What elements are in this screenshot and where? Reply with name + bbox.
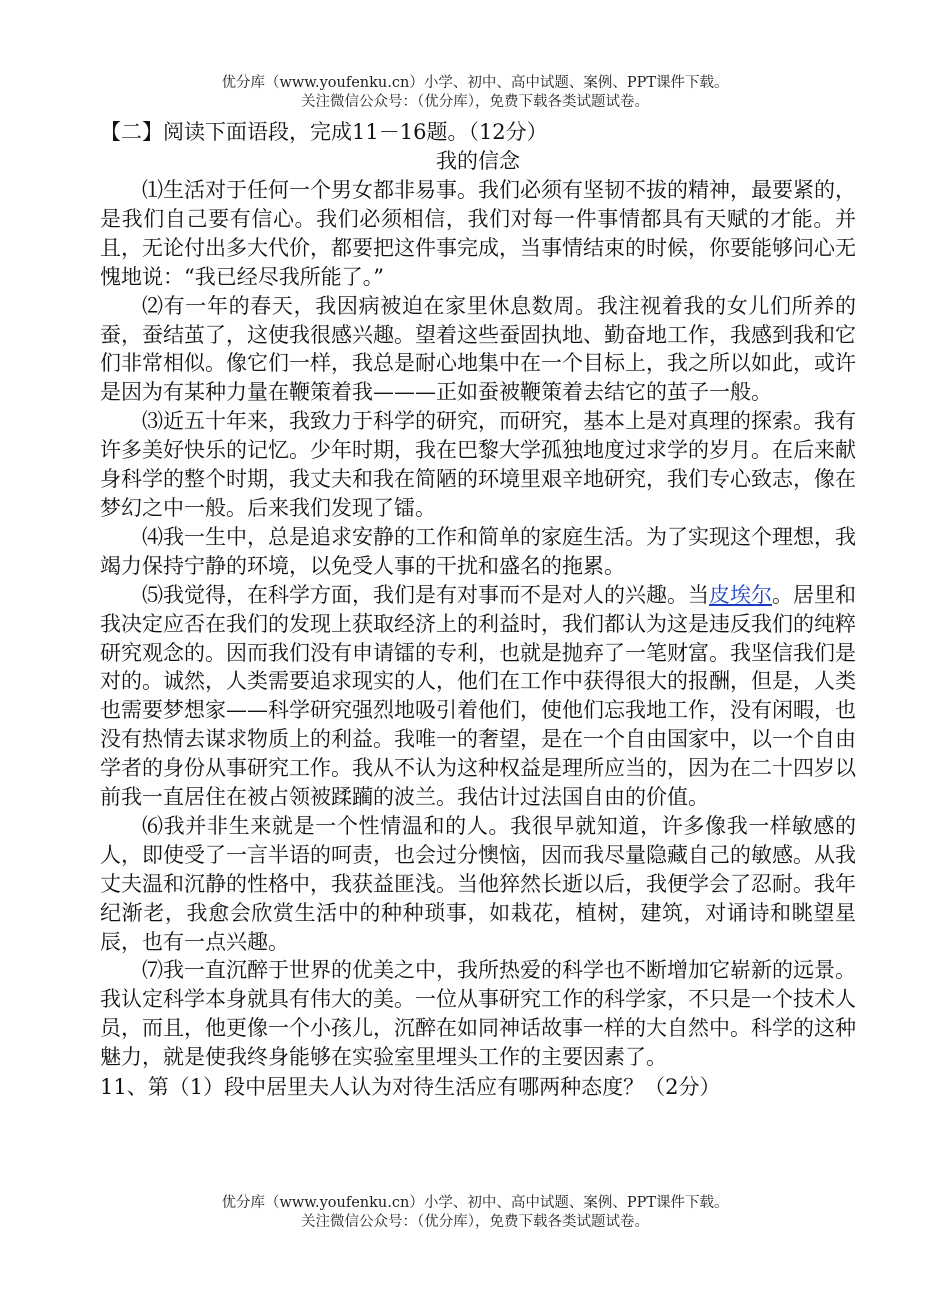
- paragraph-7: ⑺我一直沉醉于世界的优美之中，我所热爱的科学也不断增加它崭新的远景。我认定科学本身就具有伟大的美。一位从事研究工作的科学家，不只是一个技术人员，而且，他更像一个小孩儿，沉醉在如同神话故事一样的大自然中。科学的这种魅力，就是使我终身能够在实验室里埋头工作的主要因素了。: [100, 958, 856, 1070]
- footer-line-2: 关注微信公众号：（优分库），免费下载各类试题试卷。: [301, 1214, 649, 1230]
- header-line-2: 关注微信公众号：（优分库），免费下载各类试题试卷。: [301, 94, 649, 110]
- pierre-link[interactable]: 皮埃尔: [709, 582, 772, 607]
- paragraph-5: [100, 581, 856, 812]
- question-11: 11、第（1）段中居里夫人认为对待生活应有哪两种态度？（2分）: [100, 1075, 721, 1100]
- header-line-1: 优分库（www.youfenku.cn）小学、初中、高中试题、案例、PPT课件下载。: [221, 75, 729, 91]
- paragraph-3: ⑶近五十年来，我致力于科学的研究，而研究，基本上是对真理的探索。我有许多美好快乐的记忆。少年时期，我在巴黎大学孤独地度过求学的岁月。在后来献身科学的整个时期，我丈夫和我在简陋的环境里艰辛地研究，我们专心致志，像在梦幻之中一般。后来我们发现了镭。: [100, 409, 856, 520]
- paragraph-2: ⑵有一年的春天，我因病被迫在家里休息数周。我注视着我的女儿们所养的蚕，蚕结茧了，这使我很感兴趣。望着这些蚕固执地、勤奋地工作，我感到我和它们非常相似。像它们一样，我总是耐心地集中在一个目标上，我之所以如此，或许是因为有某种力量在鞭策着我———正如蚕被鞭策着去结它的茧子一般。: [100, 293, 856, 405]
- footer-line-1: 优分库（www.youfenku.cn）小学、初中、高中试题、案例、PPT课件下载。: [221, 1195, 729, 1211]
- document-body: [100, 118, 856, 1102]
- article-title: 我的信念: [436, 149, 520, 173]
- paragraph-1: ⑴生活对于任何一个男女都非易事。我们必须有坚韧不拔的精神，最要紧的，是我们自己要有信心。我们必须相信，我们对每一件事情都具有天赋的才能。并且，无论付出多大代价，都要把这件事完成，当事情结束的时候，你要能够问心无愧地说：“我已经尽我所能了。”: [100, 178, 856, 289]
- page-footer: [0, 1194, 950, 1232]
- page-header: [0, 74, 950, 112]
- paragraph-5-rest: 。居里和我决定应否在我们的发现上获取经济上的利益时，我们都认为这是违反我们的纯粹研究观念的。因而我们没有申请镭的专利，也就是抛弃了一笔财富。我坚信我们是对的。诚然，人类需要追求现实的人，他们在工作中获得很大的报酬，但是，人类也需要梦想家——科学研究强烈地吸引着他们，使他们忘我地工作，没有闲暇，也没有热情去谋求物质上的利益。我唯一的奢望，是在一个自由国家中，以一个自由学者的身份从事研究工作。我从不认为这种权益是理所应当的，因为在二十四岁以前我一直居住在被占领被蹂躏的波兰。我估计过法国自由的价值。: [100, 582, 856, 810]
- section-title: 【二】阅读下面语段，完成11－16题。（12分）: [100, 120, 548, 144]
- paragraph-5-start: ⑸我觉得，在科学方面，我们是有对事而不是对人的兴趣。当: [142, 582, 709, 607]
- paragraph-6: ⑹我并非生来就是一个性情温和的人。我很早就知道，许多像我一样敏感的人，即使受了一言半语的呵责，也会过分懊恼，因而我尽量隐藏自己的敏感。从我丈夫温和沉静的性格中，我获益匪浅。当他猝然长逝以后，我便学会了忍耐。我年纪渐老，我愈会欣赏生活中的种种琐事，如栽花，植树，建筑，对诵诗和眺望星辰，也有一点兴趣。: [100, 813, 856, 954]
- paragraph-4: ⑷我一生中，总是追求安静的工作和简单的家庭生活。为了实现这个理想，我竭力保持宁静的环境，以免受人事的干扰和盛名的拖累。: [100, 524, 856, 578]
